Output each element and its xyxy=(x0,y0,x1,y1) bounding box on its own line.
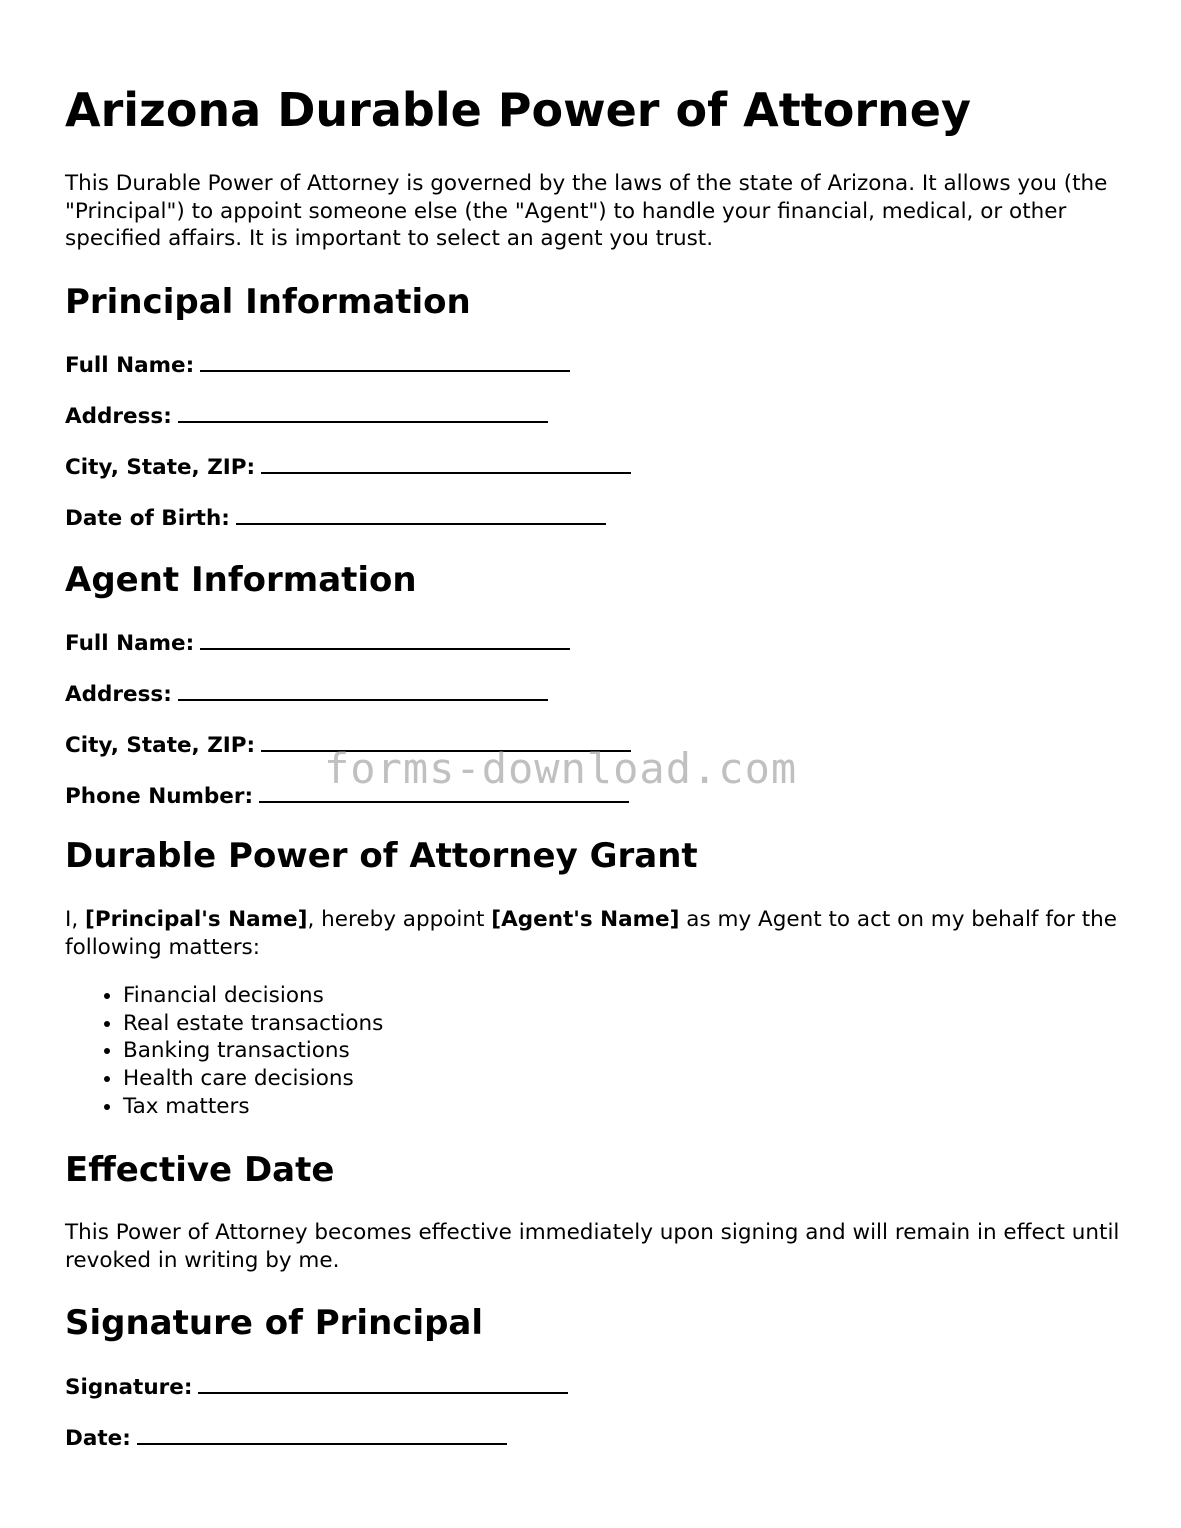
agent-city-state-zip-field[interactable] xyxy=(65,730,631,760)
field-label: Date: xyxy=(65,1426,131,1451)
agent-heading: Agent Information xyxy=(65,560,417,600)
principal-heading: Principal Information xyxy=(65,282,471,322)
grant-text: as my Agent to act on my behalf for the following matters: xyxy=(65,907,1118,960)
blank-line[interactable] xyxy=(198,1372,568,1394)
blank-line[interactable] xyxy=(236,503,606,525)
agent-address-field[interactable] xyxy=(65,679,548,709)
field-label: Address: xyxy=(65,404,172,429)
field-label: Phone Number: xyxy=(65,784,254,809)
list-item: • Health care decisions xyxy=(123,1065,383,1093)
list-item: • Banking transactions xyxy=(123,1037,383,1065)
effective-paragraph: This Power of Attorney becomes effective immediately upon signing and will remain in effect until revoked in writing by me. xyxy=(65,1220,1120,1273)
list-item: • Tax matters xyxy=(123,1093,383,1121)
blank-line[interactable] xyxy=(200,628,570,650)
principal-name-placeholder: [Principal's Name] xyxy=(85,907,308,932)
field-label: Full Name: xyxy=(65,353,195,378)
blank-line[interactable] xyxy=(178,679,548,701)
field-label: Signature: xyxy=(65,1375,193,1400)
agent-name-placeholder: [Agent's Name] xyxy=(491,907,680,932)
intro-paragraph: This Durable Power of Attorney is governed by the laws of the state of Arizona. It allows you (the "Principal") to appoint someone else (the "Agent") to handle your financial, medical, or other specified affairs. It is important to select an agent you trust. xyxy=(65,171,1108,251)
blank-line[interactable] xyxy=(261,452,631,474)
field-label: City, State, ZIP: xyxy=(65,455,256,480)
date-field[interactable] xyxy=(65,1423,507,1453)
list-item: • Real estate transactions xyxy=(123,1010,383,1038)
blank-line[interactable] xyxy=(137,1423,507,1445)
agent-phone-field[interactable] xyxy=(65,781,629,811)
effective-heading: Effective Date xyxy=(65,1150,335,1190)
grant-paragraph xyxy=(65,906,1125,961)
signature-field[interactable] xyxy=(65,1372,568,1402)
blank-line[interactable] xyxy=(259,781,629,803)
principal-address-field[interactable] xyxy=(65,401,548,431)
principal-full-name-field[interactable] xyxy=(65,350,570,380)
blank-line[interactable] xyxy=(200,350,570,372)
agent-full-name-field[interactable] xyxy=(65,628,570,658)
principal-dob-field[interactable] xyxy=(65,503,606,533)
field-label: Date of Birth: xyxy=(65,506,230,531)
grant-heading: Durable Power of Attorney Grant xyxy=(65,836,698,876)
principal-city-state-zip-field[interactable] xyxy=(65,452,631,482)
grant-text: , hereby appoint xyxy=(307,907,492,932)
blank-line[interactable] xyxy=(178,401,548,423)
matters-list xyxy=(65,982,383,1121)
field-label: Address: xyxy=(65,682,172,707)
blank-line[interactable] xyxy=(261,730,631,752)
watermark: forms-download.com xyxy=(324,744,798,793)
field-label: Full Name: xyxy=(65,631,195,656)
signature-heading: Signature of Principal xyxy=(65,1303,484,1343)
list-item: • Financial decisions xyxy=(123,982,383,1010)
field-label: City, State, ZIP: xyxy=(65,733,256,758)
grant-text: I, xyxy=(65,907,86,932)
document-title: Arizona Durable Power of Attorney xyxy=(65,83,971,137)
